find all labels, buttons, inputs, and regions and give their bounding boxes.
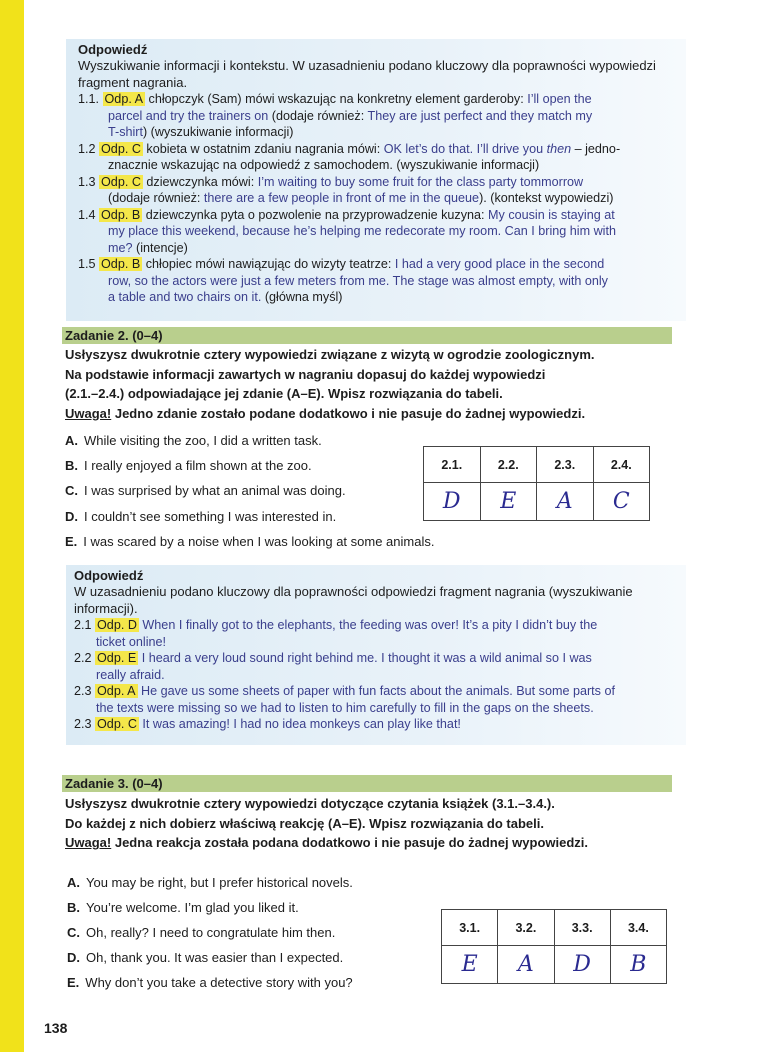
table-header-cell: 3.3. [554, 910, 610, 946]
task-3-option-d: D. Oh, thank you. It was easier than I expected. [67, 950, 344, 965]
table-header-cell: 2.2. [480, 447, 537, 483]
answer-1-1: 1.1. Odp. A chłopczyk (Sam) mówi wskazując na konkretny element garderoby: I’ll open the parcel and try the trainers on (dodaje również: They are just perfect and they match my T-shirt) (wyszukiwanie informacji) [78, 92, 593, 139]
odp-badge: Odp. B [101, 257, 141, 271]
task-2-option-e: E. I was scared by a noise when I was looking at some animals. [65, 534, 435, 549]
answer-box-2-content [74, 568, 686, 733]
task-2-instructions: Usłyszysz dwukrotnie cztery wypowiedzi związane z wizytą w ogrodzie zoologicznym. Na podstawie informacji zawartych w nagraniu dopasuj do każdej wypowiedzi (2.1.–2.4.) odpowiadające jej zdanie (A–E). Wpisz rozwiązania do tabeli. Uwaga! Jedno zdanie zostało podane dodatkowo i nie pasuje do żadnej wypowiedzi. [65, 347, 595, 421]
uwaga-label: Uwaga! [65, 405, 112, 421]
task-3-option-c: C. Oh, really? I need to congratulate him then. [67, 925, 336, 940]
table-answer-cell[interactable]: D [554, 946, 610, 984]
uwaga-label: Uwaga! [65, 835, 112, 850]
task-3-answer-table [441, 909, 667, 984]
table-header-cell: 2.3. [537, 447, 594, 483]
task-3-header: Zadanie 3. (0–4) [62, 775, 672, 792]
odp-badge: Odp. C [97, 717, 137, 731]
task-2-option-c: C. I was surprised by what an animal was doing. [65, 483, 346, 498]
answer-box-2-intro: W uzasadnieniu podano kluczowy dla poprawności odpowiedzi fragment nagrania (wyszukiwanie informacji). [74, 584, 633, 616]
task-2-header: Zadanie 2. (0–4) [62, 327, 672, 344]
answer-2-4: 2.3 Odp. C It was amazing! I had no idea monkeys can play like that! [74, 717, 461, 731]
page-edge-bar [0, 0, 24, 1052]
answer-2-1: 2.1 Odp. D When I finally got to the elephants, the feeding was over! It’s a pity I didn’t buy the ticket online! [74, 618, 598, 649]
page-number: 138 [44, 1020, 68, 1036]
task-2-answer-table [423, 446, 650, 521]
odp-badge: Odp. A [97, 684, 136, 698]
table-header-cell: 2.1. [424, 447, 481, 483]
odp-badge: Odp. C [101, 141, 141, 156]
answer-1-5: 1.5 Odp. B chłopiec mówi nawiązując do wizyty teatrze: I had a very good place in the second row, so the actors were just a few meters from me. The stage was almost empty, with only a table and two chairs on it. (główna myśl) [78, 257, 608, 304]
table-answer-cell[interactable]: A [498, 946, 554, 984]
answer-2-3: 2.3 Odp. A He gave us some sheets of paper with fun facts about the animals. But some parts of the texts were missing so we had to listen to him carefully to fill in the gaps on the sheets. [74, 684, 615, 715]
table-header-cell: 2.4. [593, 447, 650, 483]
table-answer-cell[interactable]: C [593, 483, 650, 521]
table-answer-cell[interactable]: E [442, 946, 498, 984]
table-answer-cell[interactable]: E [480, 483, 537, 521]
answer-1-3: 1.3 Odp. C dziewczynka mówi: I’m waiting to buy some fruit for the class party tommorrow (dodaje również: there are a few people in front of me in the queue). (kontekst wypowiedzi) [78, 174, 614, 205]
answer-1-2: 1.2 Odp. C kobieta w ostatnim zdaniu nagrania mówi: OK let’s do that. I’ll drive you then – jedno- znacznie wskazując na odpowiedź z samochodem. (wyszukiwanie informacji) [78, 141, 621, 172]
answer-1-4: 1.4 Odp. B dziewczynka pyta o pozwolenie na przyprowadzenie kuzyna: My cousin is staying at my place this weekend, because he’s helping me redecorate my room. Can I bring him with me? (intencje) [78, 207, 616, 255]
task-3-option-b: B. You’re welcome. I’m glad you liked it. [67, 900, 299, 915]
odp-badge: Odp. D [97, 618, 137, 632]
table-answer-cell[interactable]: D [424, 483, 481, 521]
task-3-option-a: A. You may be right, but I prefer historical novels. [67, 875, 353, 890]
odp-badge: Odp. B [101, 207, 141, 222]
answer-box-1-intro: Wyszukiwanie informacji i kontekstu. W uzasadnieniu podano kluczowy dla poprawności wypowiedzi fragment nagrania. [78, 58, 656, 90]
answer-2-2: 2.2 Odp. E I heard a very loud sound right behind me. I thought it was a wild animal so I was really afraid. [74, 651, 592, 682]
task-3-option-e: E. Why don’t you take a detective story with you? [67, 975, 353, 990]
table-answer-cell[interactable]: B [610, 946, 666, 984]
task-2-option-a: A. While visiting the zoo, I did a written task. [65, 433, 322, 448]
task-2-option-b: B. I really enjoyed a film shown at the zoo. [65, 458, 312, 473]
table-header-cell: 3.4. [610, 910, 666, 946]
task-3-instructions: Usłyszysz dwukrotnie cztery wypowiedzi dotyczące czytania książek (3.1.–3.4.). Do każdej z nich dobierz właściwą reakcję (A–E). Wpisz rozwiązania do tabeli. Uwaga! Jedna reakcja została podana dodatkowo i nie pasuje do żadnej wypowiedzi. [65, 796, 589, 850]
odp-badge: Odp. E [97, 651, 137, 665]
table-header-cell: 3.2. [498, 910, 554, 946]
answer-box-2-title: Odpowiedź [74, 568, 144, 583]
table-header-cell: 3.1. [442, 910, 498, 946]
answer-box-1-title: Odpowiedź [78, 42, 148, 57]
table-answer-cell[interactable]: A [537, 483, 594, 521]
odp-badge: Odp. A [104, 92, 144, 106]
answer-box-1-content [78, 42, 688, 306]
task-2-option-d: D. I couldn’t see something I was interested in. [65, 509, 337, 524]
odp-badge: Odp. C [101, 174, 141, 189]
